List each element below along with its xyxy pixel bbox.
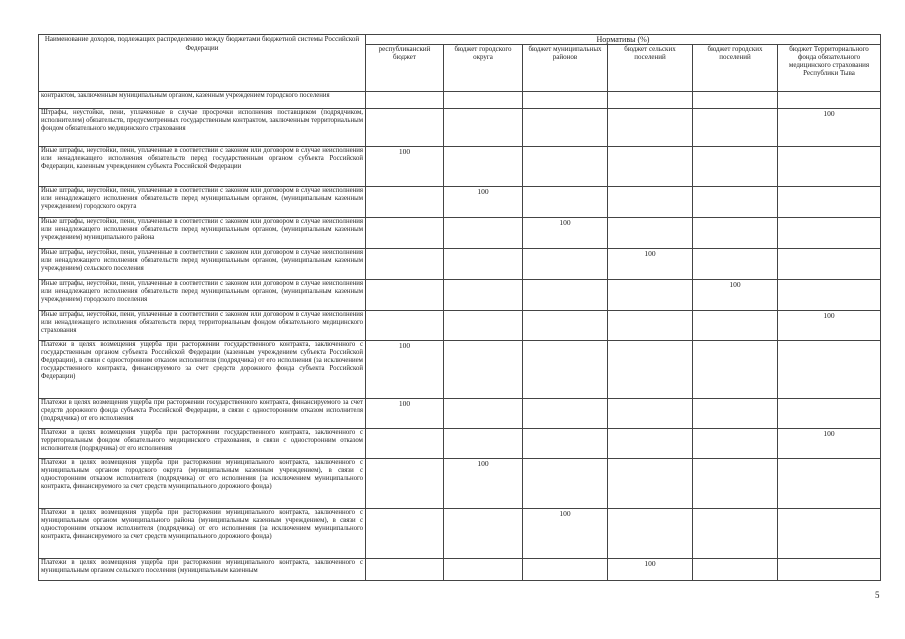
normative-value — [523, 280, 608, 311]
table-row — [39, 109, 881, 147]
normative-value — [778, 341, 881, 399]
table-row — [39, 218, 881, 249]
normative-value — [366, 311, 444, 341]
normative-value — [444, 311, 523, 341]
normative-value — [608, 429, 693, 459]
normative-value — [778, 459, 881, 509]
normative-value — [778, 399, 881, 429]
table-row — [39, 311, 881, 341]
normative-value: 100 — [778, 311, 881, 341]
normative-value — [366, 249, 444, 280]
normative-value: 100 — [444, 187, 523, 218]
header-column: республиканский бюджет — [366, 45, 444, 92]
table-row — [39, 147, 881, 187]
normative-value — [693, 399, 778, 429]
normative-value — [693, 249, 778, 280]
normative-value — [693, 341, 778, 399]
normative-value — [444, 249, 523, 280]
normative-value — [444, 399, 523, 429]
table-row — [39, 341, 881, 399]
normative-value — [523, 249, 608, 280]
table-row — [39, 559, 881, 581]
normative-value — [778, 280, 881, 311]
normative-value — [444, 280, 523, 311]
normative-value — [778, 187, 881, 218]
normative-value — [366, 218, 444, 249]
normative-value — [693, 559, 778, 581]
table-row — [39, 509, 881, 559]
revenue-description: Платежи в целях возмещения ущерба при расторжении государственного контракта, заключенного с государственным органом субъекта Российской Федерации (казенным учреждением субъекта Российской Федерации), в связи с односторонним отказом исполнителя (подрядчика) от его исполнения (за исключением государственного контракта, финансируемого за счет средств дорожного фонда субъекта Российской Федерации) — [39, 341, 366, 399]
normative-value — [693, 218, 778, 249]
normative-value — [366, 109, 444, 147]
normative-value — [608, 341, 693, 399]
normative-value — [444, 341, 523, 399]
revenue-description: Иные штрафы, неустойки, пени, уплаченные в соответствии с законом или договором в случае неисполнения или ненадлежащего исполнения обязательств перед государственным органом субъекта Российской Федерации, казенным учреждением субъекта Российской Федерации — [39, 147, 366, 187]
normative-value: 100 — [778, 429, 881, 459]
revenue-description: Платежи в целях возмещения ущерба при расторжении государственного контракта, финансируемого за счет средств дорожного фонда субъекта Российской Федерации, в связи с односторонним отказом исполнителя (подрядчика) от его исполнения — [39, 399, 366, 429]
normative-value — [366, 459, 444, 509]
normative-value — [693, 459, 778, 509]
normative-value — [693, 147, 778, 187]
normative-value — [778, 147, 881, 187]
normative-value — [444, 218, 523, 249]
revenue-description: Иные штрафы, неустойки, пени, уплаченные в соответствии с законом или договором в случае неисполнения или ненадлежащего исполнения обязательств перед территориальным фондом обязательного медицинского страхования — [39, 311, 366, 341]
normative-value — [608, 399, 693, 429]
normative-value — [523, 311, 608, 341]
normative-value — [444, 429, 523, 459]
header-column: бюджет муниципальных районов — [523, 45, 608, 92]
normative-value: 100 — [366, 341, 444, 399]
normative-value — [778, 249, 881, 280]
revenue-description: Иные штрафы, неустойки, пени, уплаченные в соответствии с законом или договором в случае неисполнения или ненадлежащего исполнения обязательств перед муниципальным органом, (муниципальным казенным учреждением) городского поселения — [39, 280, 366, 311]
normative-value — [608, 147, 693, 187]
normative-value: 100 — [366, 399, 444, 429]
normative-value: 100 — [444, 459, 523, 509]
normative-value — [608, 280, 693, 311]
normative-value: 100 — [523, 218, 608, 249]
revenue-description: Платежи в целях возмещения ущерба при расторжении муниципального контракта, заключенного с муниципальным органом муниципального района (муниципальным казенным учреждением), в связи с односторонним отказом исполнителя (подрядчика) от его исполнения (за исключением муниципального контракта, финансируемого за счет средств муниципального дорожного фонда) — [39, 509, 366, 559]
normative-value: 100 — [608, 249, 693, 280]
normative-value: 100 — [523, 509, 608, 559]
revenue-description: Иные штрафы, неустойки, пени, уплаченные в соответствии с законом или договором в случае неисполнения или ненадлежащего исполнения обязательств перед муниципальным органом, (муниципальным казенным учреждением) сельского поселения — [39, 249, 366, 280]
normative-value — [608, 459, 693, 509]
table-row — [39, 459, 881, 509]
table-row — [39, 249, 881, 280]
normative-value — [366, 280, 444, 311]
normative-value: 100 — [693, 280, 778, 311]
header-revenue-name: Наименование доходов, подлежащих распределению между бюджетами бюджетной системы Российской Федерации — [39, 35, 366, 92]
normative-value — [366, 187, 444, 218]
normative-value — [444, 109, 523, 147]
header-column: бюджет городских поселений — [693, 45, 778, 92]
table-body — [39, 92, 881, 581]
normative-value — [444, 509, 523, 559]
normative-value — [693, 187, 778, 218]
normative-value: 100 — [366, 147, 444, 187]
header-normatives-group: Нормативы (%) — [366, 35, 881, 45]
header-column: бюджет Территориального фонда обязательного медицинского страхования Республики Тыва — [778, 45, 881, 92]
normative-value — [608, 218, 693, 249]
header-column: бюджет сельских поселений — [608, 45, 693, 92]
normative-value — [608, 509, 693, 559]
table-row — [39, 399, 881, 429]
normative-value — [444, 147, 523, 187]
revenue-description: Платежи в целях возмещения ущерба при расторжении государственного контракта, заключенного с территориальным фондом обязательного медицинского страхования, в связи с односторонним отказом исполнителя (подрядчика) от его исполнения — [39, 429, 366, 459]
normative-value — [693, 92, 778, 109]
normative-value — [444, 92, 523, 109]
normative-value — [778, 559, 881, 581]
table-row — [39, 429, 881, 459]
revenue-description: контрактом, заключенным муниципальным органом, казенным учреждением городского поселения — [39, 92, 366, 109]
normative-value — [608, 311, 693, 341]
normative-value — [693, 429, 778, 459]
revenue-description: Иные штрафы, неустойки, пени, уплаченные в соответствии с законом или договором в случае неисполнения или ненадлежащего исполнения обязательств перед муниципальным органом, (муниципальным казенным учреждением) муниципального района — [39, 218, 366, 249]
revenue-description: Штрафы, неустойки, пени, уплаченные в случае просрочки исполнения поставщиком (подрядчиком, исполнителем) обязательств, предусмотренных государственным контрактом, заключенным территориальным фондом обязательного медицинского страхования — [39, 109, 366, 147]
normative-value — [523, 341, 608, 399]
normative-value — [693, 509, 778, 559]
normative-value — [523, 109, 608, 147]
normative-value — [778, 218, 881, 249]
table-row — [39, 187, 881, 218]
normative-value — [693, 311, 778, 341]
normative-value — [444, 559, 523, 581]
normative-value — [523, 147, 608, 187]
header-column: бюджет городского округа — [444, 45, 523, 92]
table-row — [39, 92, 881, 109]
revenue-description: Платежи в целях возмещения ущерба при расторжении муниципального контракта, заключенного с муниципальным органом городского округа (муниципальным казенным учреждением), в связи с односторонним отказом исполнителя (подрядчика) от его исполнения (за исключением муниципального контракта, финансируемого за счет средств муниципального дорожного фонда) — [39, 459, 366, 509]
normative-value — [778, 92, 881, 109]
normative-value — [366, 559, 444, 581]
normative-value — [523, 559, 608, 581]
normative-value: 100 — [778, 109, 881, 147]
normative-value — [366, 92, 444, 109]
normative-value — [608, 109, 693, 147]
revenue-distribution-table — [38, 34, 881, 581]
normative-value — [778, 509, 881, 559]
normative-value — [523, 92, 608, 109]
normative-value — [523, 429, 608, 459]
normative-value — [523, 399, 608, 429]
normative-value — [608, 187, 693, 218]
revenue-description: Иные штрафы, неустойки, пени, уплаченные в соответствии с законом или договором в случае неисполнения или ненадлежащего исполнения обязательств перед муниципальным органом, (муниципальным казенным учреждением) городского округа — [39, 187, 366, 218]
normative-value: 100 — [608, 559, 693, 581]
page-number: 5 — [875, 590, 880, 600]
revenue-description: Платежи в целях возмещения ущерба при расторжении муниципального контракта, заключенного с муниципальным органом сельского поселения (муниципальным казенным — [39, 559, 366, 581]
table-row — [39, 280, 881, 311]
normative-value — [366, 509, 444, 559]
normative-value — [523, 187, 608, 218]
normative-value — [608, 92, 693, 109]
normative-value — [693, 109, 778, 147]
normative-value — [366, 429, 444, 459]
normative-value — [523, 459, 608, 509]
